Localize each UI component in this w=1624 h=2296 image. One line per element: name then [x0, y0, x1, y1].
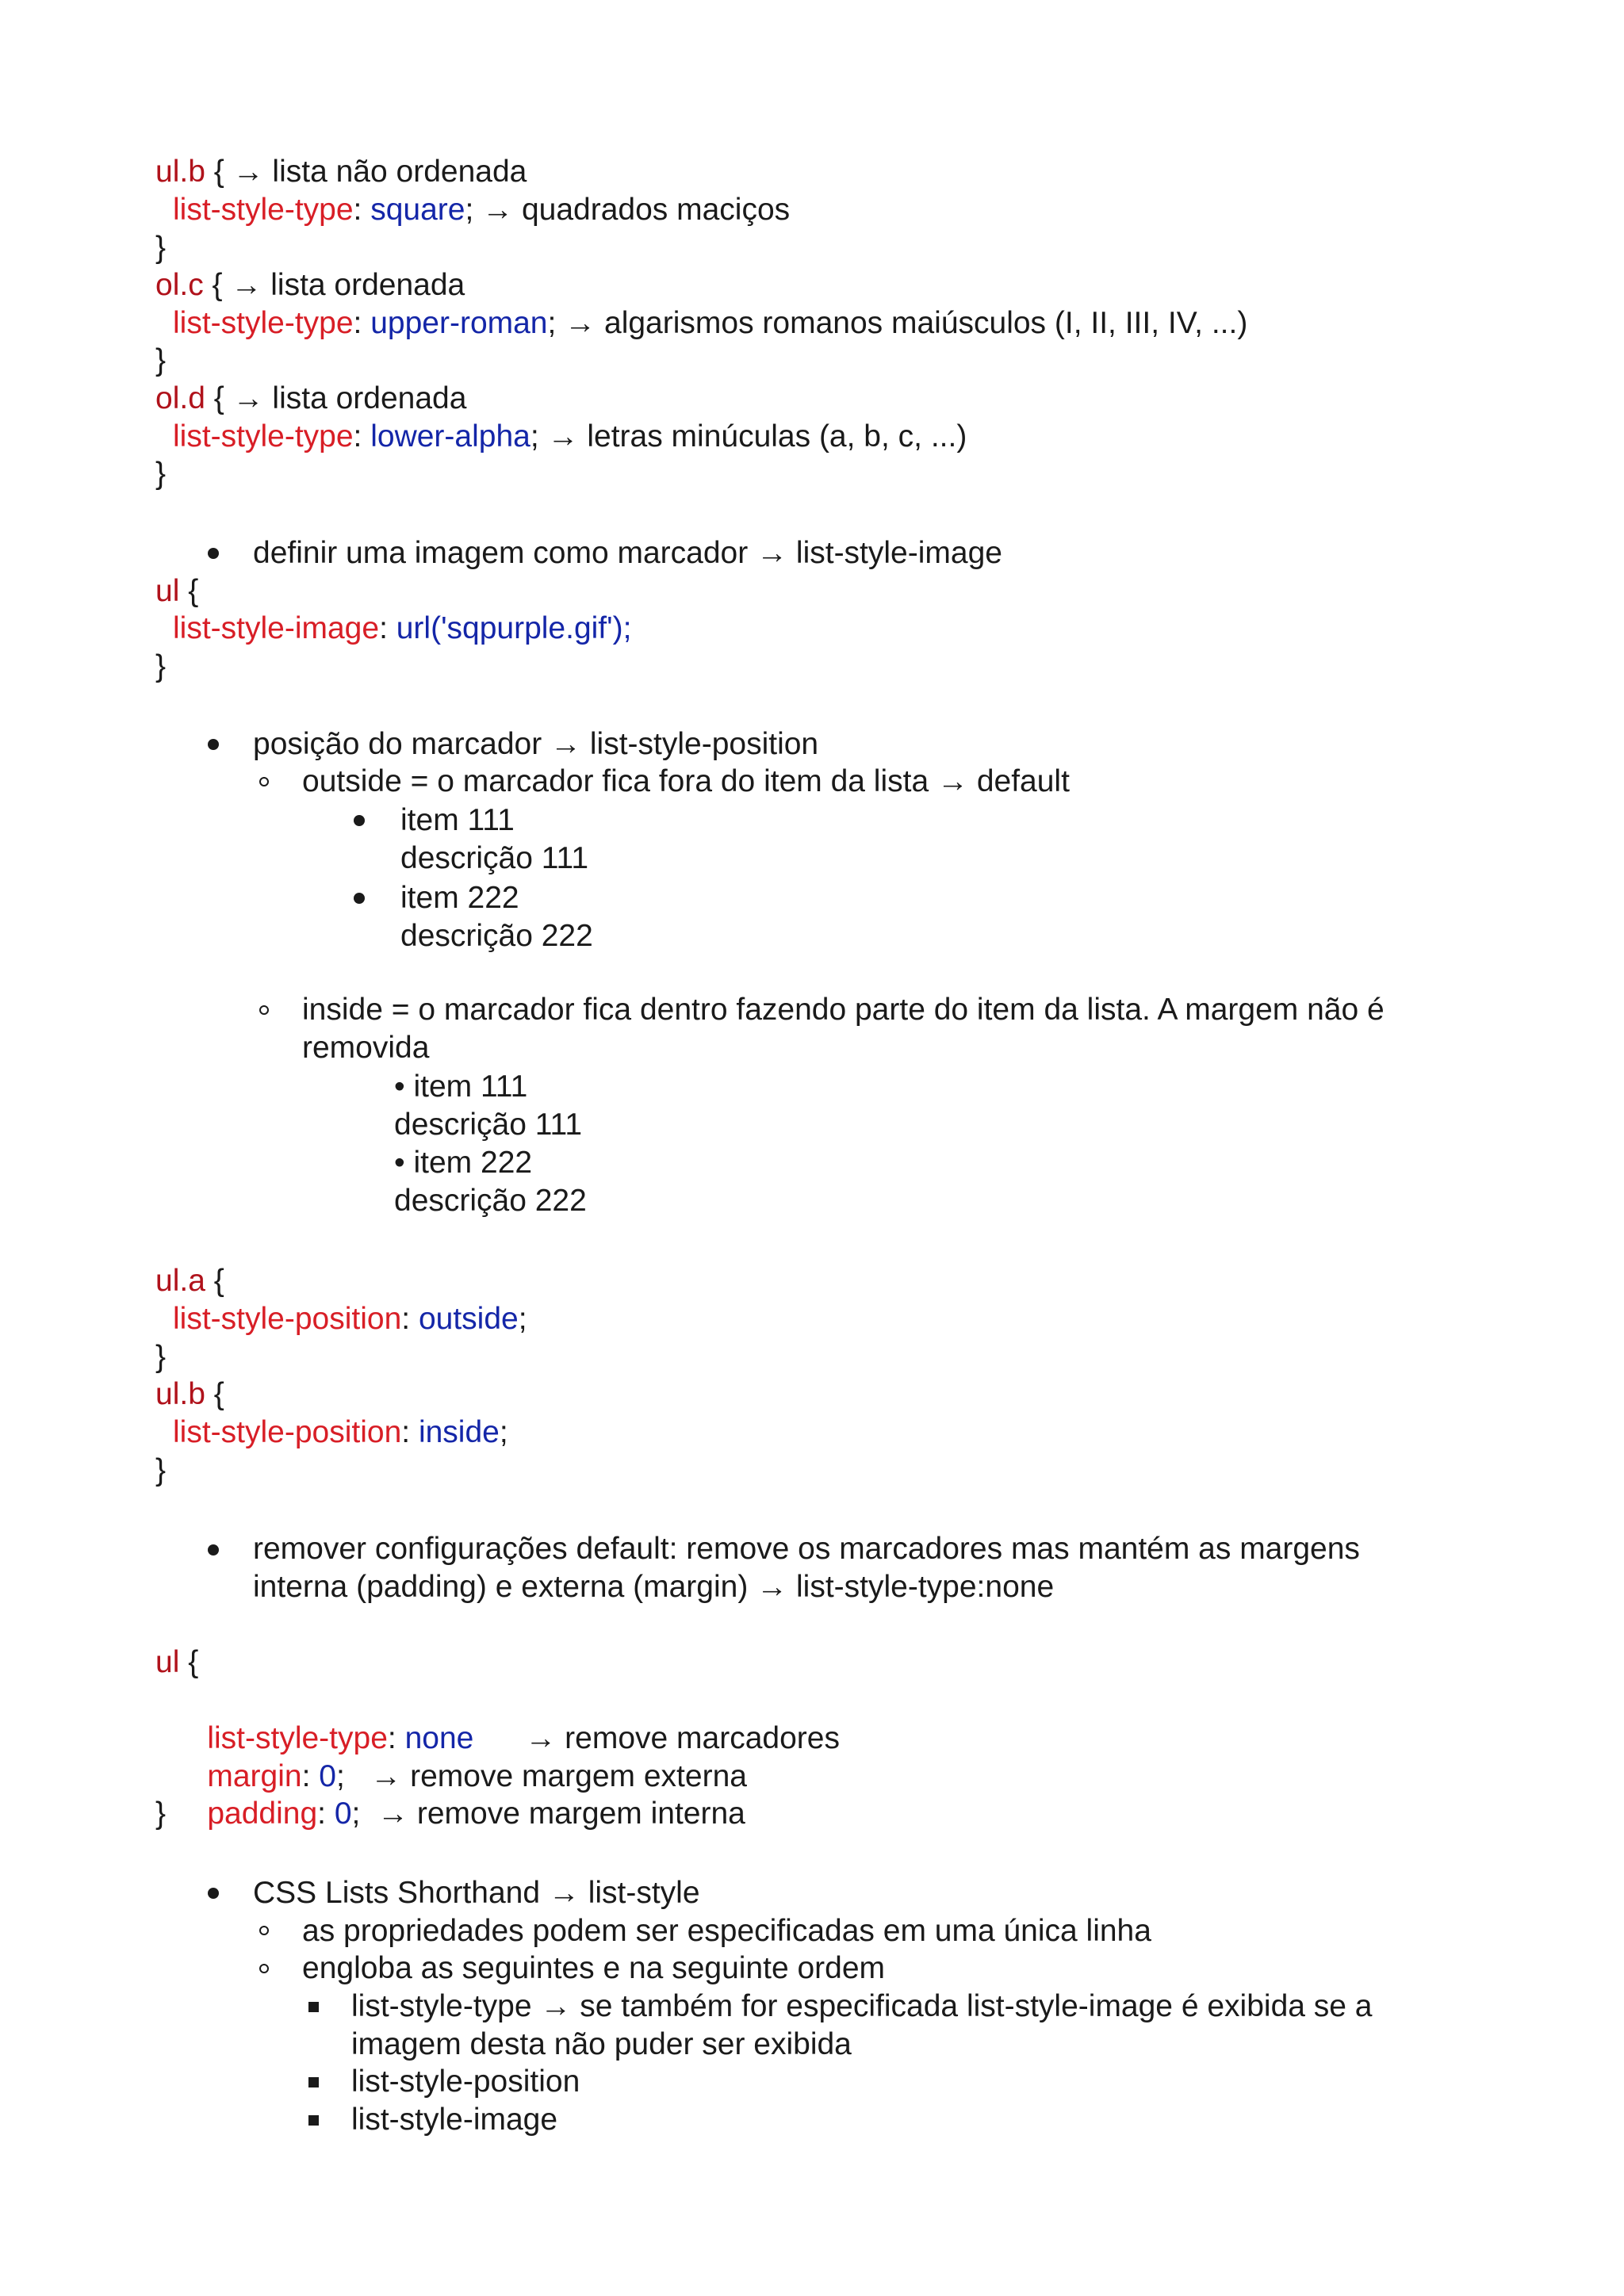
- css-property: list-style-image: [173, 611, 380, 645]
- bullet-circle-icon: [259, 1964, 269, 1973]
- css-value: none: [404, 1721, 474, 1755]
- code-brace-open: {: [179, 1645, 199, 1679]
- css-value: lower-alpha: [370, 419, 530, 453]
- css-value: url('sqpurple.gif');: [396, 611, 632, 645]
- code-comment: ; → algarismos romanos maiúsculos (I, II, III, IV, ...): [547, 306, 1248, 340]
- bullet-disc-icon: [208, 739, 219, 750]
- code-comment: ; → letras minúculas (a, b, c, ...): [530, 419, 967, 453]
- code-line: [173, 1757, 745, 1871]
- bullet-text: CSS Lists Shorthand → list-style: [253, 1876, 700, 1910]
- bullet-text: interna (padding) e externa (margin) → list-style-type:none: [253, 1570, 1055, 1604]
- bullet-text: remover configurações default: remove os marcadores mas mantém as margens: [253, 1532, 1360, 1566]
- css-value: outside: [418, 1302, 519, 1336]
- bullet-text: definir uma imagem como marcador → list-style-image: [253, 536, 1002, 570]
- code-line: [155, 572, 198, 610]
- css-value: 0: [319, 1759, 336, 1793]
- css-value: 0: [334, 1797, 352, 1831]
- code-line: [155, 266, 465, 304]
- code-brace: }: [155, 1797, 167, 1831]
- bullet-disc-icon: [208, 1888, 219, 1899]
- code-colon: :: [317, 1797, 335, 1831]
- sub-bullet-text: as propriedades podem ser especificadas em uma única linha: [302, 1914, 1151, 1948]
- code-brace: }: [155, 231, 167, 265]
- list-item-title: item 222: [400, 881, 519, 915]
- css-property: list-style-type: [173, 306, 354, 340]
- code-brace: }: [155, 1340, 167, 1374]
- list-item-desc: descrição 222: [400, 919, 593, 953]
- css-selector: ul: [155, 574, 180, 608]
- list-item-desc: descrição 222: [394, 1184, 587, 1218]
- code-colon: :: [401, 1302, 419, 1336]
- code-line: [173, 304, 1247, 342]
- bullet-disc-icon: [354, 893, 365, 904]
- code-line: [173, 1414, 508, 1452]
- code-line: [173, 610, 631, 648]
- bullet-square-icon: [308, 2115, 319, 2126]
- code-brace: }: [155, 649, 167, 683]
- code-comment: { → lista não ordenada: [205, 155, 527, 189]
- list-item-title: item 111: [400, 803, 515, 837]
- list-item-desc: descrição 111: [394, 1108, 583, 1142]
- code-comment: { → lista ordenada: [205, 381, 467, 415]
- code-semicolon: ;: [518, 1302, 527, 1336]
- sub-bullet-text: inside = o marcador fica dentro fazendo parte do item da lista. A margem não é: [302, 993, 1385, 1027]
- code-comment: { → lista ordenada: [203, 268, 465, 302]
- css-value: upper-roman: [370, 306, 548, 340]
- bullet-circle-icon: [259, 1926, 269, 1935]
- bullet-disc-icon: [354, 815, 365, 826]
- code-colon: :: [353, 306, 371, 340]
- bullet-circle-icon: [259, 777, 269, 786]
- list-item-title: • item 222: [394, 1146, 533, 1180]
- list-item-desc: descrição 111: [400, 841, 589, 875]
- sub-bullet-text: outside = o marcador fica fora do item da lista → default: [302, 764, 1070, 798]
- code-line: [173, 191, 790, 229]
- bullet-disc-icon: [208, 1544, 219, 1556]
- code-line: [155, 153, 527, 191]
- code-colon: :: [387, 1721, 405, 1755]
- code-brace: }: [155, 1453, 167, 1487]
- code-colon: :: [301, 1759, 320, 1793]
- code-colon: :: [353, 419, 371, 453]
- css-value: square: [370, 193, 465, 227]
- code-line: [155, 380, 466, 418]
- code-semicolon: ;: [499, 1415, 508, 1449]
- bullet-text: posição do marcador → list-style-position: [253, 727, 819, 761]
- css-selector: ul.b: [155, 155, 205, 189]
- sub-bullet-text: removida: [302, 1031, 430, 1065]
- square-bullet-text: list-style-position: [351, 2064, 580, 2099]
- code-line: [173, 418, 967, 456]
- css-selector: ol.d: [155, 381, 205, 415]
- css-selector: ul: [155, 1645, 180, 1679]
- bullet-circle-icon: [259, 1005, 269, 1015]
- css-property: list-style-type: [173, 419, 354, 453]
- list-item-title: • item 111: [394, 1070, 528, 1104]
- css-property: list-style-position: [173, 1302, 402, 1336]
- css-selector: ol.c: [155, 268, 204, 302]
- code-line: [155, 1376, 224, 1414]
- bullet-disc-icon: [208, 548, 219, 559]
- code-colon: :: [379, 611, 396, 645]
- css-property: list-style-position: [173, 1415, 402, 1449]
- css-value: inside: [418, 1415, 500, 1449]
- css-property: list-style-type: [173, 193, 354, 227]
- css-property: margin: [207, 1759, 302, 1793]
- code-line: [173, 1300, 527, 1338]
- code-brace-open: {: [179, 574, 199, 608]
- css-property: padding: [207, 1797, 318, 1831]
- css-selector: ul.b: [155, 1377, 205, 1411]
- code-comment: ; → remove margem interna: [351, 1797, 745, 1831]
- css-property: list-style-type: [207, 1721, 388, 1755]
- code-brace-open: {: [205, 1377, 224, 1411]
- square-bullet-text: list-style-image: [351, 2103, 558, 2137]
- code-brace-open: {: [205, 1264, 224, 1298]
- code-colon: :: [353, 193, 371, 227]
- css-selector: ul.a: [155, 1264, 205, 1298]
- code-line: [155, 1262, 224, 1300]
- square-bullet-text: imagem desta não puder ser exibida: [351, 2027, 852, 2061]
- code-brace: }: [155, 457, 167, 491]
- code-comment: ; → quadrados maciços: [465, 193, 791, 227]
- sub-bullet-text: engloba as seguintes e na seguinte ordem: [302, 1951, 886, 1985]
- code-comment: → remove marcadores: [473, 1721, 840, 1755]
- code-colon: :: [401, 1415, 419, 1449]
- bullet-square-icon: [308, 2002, 319, 2012]
- code-brace: }: [155, 343, 167, 377]
- code-line: [155, 1644, 198, 1682]
- bullet-square-icon: [308, 2077, 319, 2087]
- code-comment: ; → remove margem externa: [335, 1759, 747, 1793]
- square-bullet-text: list-style-type → se também for especificada list-style-image é exibida se a: [351, 1989, 1373, 2023]
